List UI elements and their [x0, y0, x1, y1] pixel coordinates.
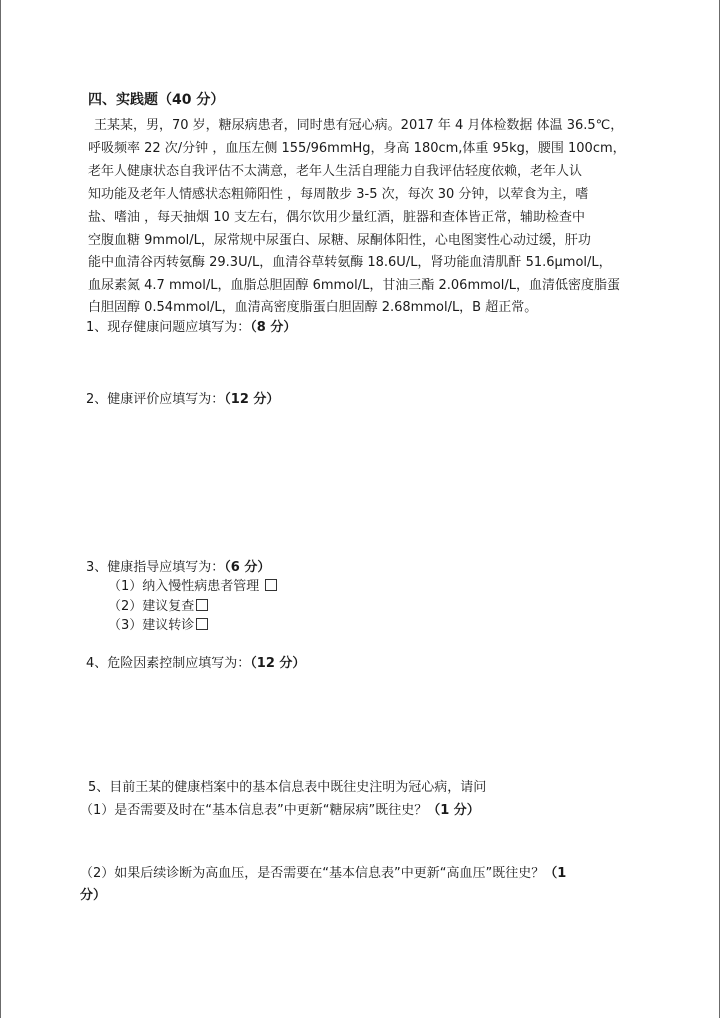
option-2-label: （2）建议复查 — [108, 599, 195, 614]
question-4 — [86, 652, 305, 671]
section-title: 四、实践题（40 分） — [88, 92, 225, 108]
question-1-score: （8 分） — [250, 320, 297, 335]
question-2-score: （12 分） — [224, 392, 280, 407]
case-line-8: 血尿素氮 4.7 mmol/L，血脂总胆固醇 6mmol/L，甘油三酯 2.06mmol/L，血清低密度脂蛋 — [88, 278, 620, 293]
case-line-3: 老年人健康状态自我评估不太满意，老年人生活自理能力自我评估轻度依赖，老年人认 — [88, 164, 583, 179]
question-2-text: 2、健康评价应填写为： — [86, 392, 225, 407]
question-3-option-1[interactable] — [108, 575, 277, 594]
option-1-label: （1）纳入慢性病患者管理 — [108, 579, 264, 594]
page-edge-left — [0, 0, 1, 1018]
case-line-2: 呼吸频率 22 次/分钟 ，血压左侧 155/96mmHg，身高 180cm,体重 95kg，腰围 100cm， — [88, 141, 626, 156]
case-line-9: 白胆固醇 0.54mmol/L，血清高密度脂蛋白胆固醇 2.68mmol/L，B 超正常。 — [88, 300, 538, 315]
checkbox-icon[interactable] — [196, 599, 208, 611]
case-line-1: 王某某，男，70 岁，糖尿病患者，同时患有冠心病。2017 年 4 月体检数据 体温 36.5℃， — [94, 118, 624, 133]
case-line-7: 能中血清谷丙转氨酶 29.3U/L，血清谷草转氨酶 18.6U/L，肾功能血清肌酐 51.6μmol/L， — [88, 255, 612, 270]
checkbox-icon[interactable] — [265, 579, 277, 591]
question-3 — [86, 556, 270, 575]
question-5-intro: 5、目前王某的健康档案中的基本信息表中既往史注明为冠心病，请问 — [88, 780, 487, 795]
question-1 — [86, 316, 296, 335]
question-5-sub-2-text: （2）如果后续诊断为高血压，是否需要在“基本信息表”中更新“高血压”既往史？ — [80, 866, 545, 881]
case-line-4: 知功能及老年人情感状态粗筛阳性 ，每周散步 3-5 次，每次 30 分钟，以荤食为主，嗜 — [88, 187, 589, 202]
question-4-text: 4、危险因素控制应填写为： — [86, 656, 251, 671]
checkbox-icon[interactable] — [196, 618, 208, 630]
question-5-sub-2 — [80, 862, 566, 881]
case-line-6: 空腹血糖 9mmol/L，尿常规中尿蛋白、尿糖、尿酮体阳性，心电图窦性心动过缓，肝功 — [88, 233, 591, 248]
question-1-text: 1、现存健康问题应填写为： — [86, 320, 251, 335]
question-3-option-2[interactable] — [108, 595, 208, 614]
question-5-sub-1-text: （1）是否需要及时在“基本信息表”中更新“糖尿病”既往史？ — [80, 803, 428, 818]
question-3-option-3[interactable] — [108, 614, 208, 633]
question-5-sub-1 — [80, 799, 480, 818]
question-5-sub-2-score-b: 分） — [80, 888, 107, 903]
question-4-score: （12 分） — [250, 656, 306, 671]
option-3-label: （3）建议转诊 — [108, 618, 195, 633]
question-3-score: （6 分） — [224, 560, 271, 575]
question-2 — [86, 388, 279, 407]
case-line-5: 盐、嗜油 ，每天抽烟 10 支左右，偶尔饮用少量红酒，脏器和查体皆正常，辅助检查中 — [88, 210, 585, 225]
question-3-text: 3、健康指导应填写为： — [86, 560, 225, 575]
question-5-sub-1-score: （1 分） — [427, 803, 480, 818]
question-5-sub-2-score-a: （1 — [544, 866, 567, 881]
